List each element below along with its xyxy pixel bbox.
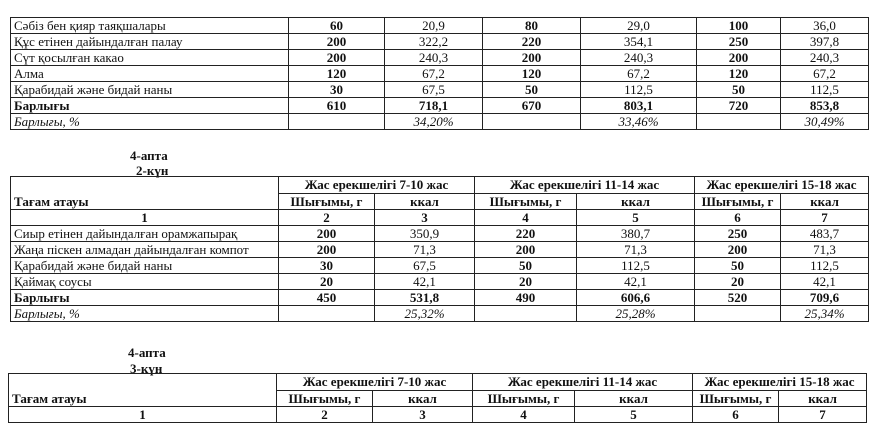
column-number: 6 [693, 407, 779, 423]
portion-cell: 20 [279, 274, 375, 290]
column-number: 2 [277, 407, 373, 423]
empty-cell [695, 306, 781, 322]
kcal-cell: 397,8 [781, 34, 869, 50]
age-group-header: Жас ерекшелігі 7-10 жас [279, 177, 475, 194]
table-row [11, 242, 869, 258]
column-number: 1 [9, 407, 277, 423]
table-3 [8, 373, 867, 423]
kcal-cell: 112,5 [581, 82, 697, 98]
kcal-cell: 606,6 [577, 290, 695, 306]
table-row [11, 258, 869, 274]
portion-header: Шығымы, г [695, 194, 781, 210]
kcal-cell: 67,2 [385, 66, 483, 82]
table-row [11, 82, 869, 98]
kcal-cell: 709,6 [781, 290, 869, 306]
percent-cell: 25,32% [375, 306, 475, 322]
kcal-cell: 71,3 [577, 242, 695, 258]
kcal-cell: 42,1 [577, 274, 695, 290]
age-group-header: Жас ерекшелігі 7-10 жас [277, 374, 473, 391]
empty-cell [289, 114, 385, 130]
portion-header: Шығымы, г [475, 194, 577, 210]
kcal-cell: 112,5 [577, 258, 695, 274]
percent-cell: 30,49% [781, 114, 869, 130]
kcal-cell: 67,5 [375, 258, 475, 274]
food-name-cell: Барлығы [11, 98, 289, 114]
percent-label: Барлығы, % [11, 114, 289, 130]
portion-cell: 50 [695, 258, 781, 274]
table-row [11, 50, 869, 66]
portion-header: Шығымы, г [473, 391, 575, 407]
column-number-row [11, 210, 869, 226]
kcal-cell: 20,9 [385, 18, 483, 34]
kcal-cell: 240,3 [385, 50, 483, 66]
kcal-cell: 718,1 [385, 98, 483, 114]
kcal-cell: 29,0 [581, 18, 697, 34]
portion-header: Шығымы, г [693, 391, 779, 407]
portion-header: Шығымы, г [279, 194, 375, 210]
column-number: 6 [695, 210, 781, 226]
table-2 [10, 176, 869, 322]
portion-cell: 120 [483, 66, 581, 82]
food-name-cell: Сәбіз бен қияр таяқшалары [11, 18, 289, 34]
kcal-cell: 67,2 [781, 66, 869, 82]
portion-cell: 220 [475, 226, 577, 242]
portion-cell: 520 [695, 290, 781, 306]
portion-header: Шығымы, г [277, 391, 373, 407]
column-number: 5 [575, 407, 693, 423]
column-number: 1 [11, 210, 279, 226]
portion-cell: 220 [483, 34, 581, 50]
food-name-cell: Алма [11, 66, 289, 82]
table-row [11, 66, 869, 82]
age-group-header: Жас ерекшелігі 11-14 жас [473, 374, 693, 391]
section-2-week: 4-апта [130, 148, 168, 163]
kcal-cell: 853,8 [781, 98, 869, 114]
column-number: 5 [577, 210, 695, 226]
empty-cell [697, 114, 781, 130]
column-number-row [9, 407, 867, 423]
portion-cell: 250 [695, 226, 781, 242]
portion-cell: 80 [483, 18, 581, 34]
portion-cell: 490 [475, 290, 577, 306]
empty-cell [475, 306, 577, 322]
header-row [11, 177, 869, 194]
kcal-cell: 42,1 [781, 274, 869, 290]
portion-cell: 60 [289, 18, 385, 34]
food-name-cell: Қарабидай және бидай наны [11, 82, 289, 98]
column-number: 7 [781, 210, 869, 226]
header-row [9, 374, 867, 391]
kcal-cell: 67,2 [581, 66, 697, 82]
kcal-cell: 350,9 [375, 226, 475, 242]
column-number: 3 [373, 407, 473, 423]
section-3-day: 3-күн [130, 361, 163, 376]
column-number: 4 [473, 407, 575, 423]
percent-cell: 25,34% [781, 306, 869, 322]
percent-cell: 25,28% [577, 306, 695, 322]
portion-cell: 120 [697, 66, 781, 82]
portion-cell: 30 [279, 258, 375, 274]
age-group-header: Жас ерекшелігі 15-18 жас [695, 177, 869, 194]
kcal-cell: 380,7 [577, 226, 695, 242]
kcal-header: ккал [373, 391, 473, 407]
portion-cell: 100 [697, 18, 781, 34]
kcal-cell: 322,2 [385, 34, 483, 50]
kcal-header: ккал [375, 194, 475, 210]
percent-row [11, 114, 869, 130]
percent-row [11, 306, 869, 322]
kcal-cell: 36,0 [781, 18, 869, 34]
age-group-header: Жас ерекшелігі 11-14 жас [475, 177, 695, 194]
column-number: 7 [779, 407, 867, 423]
kcal-header: ккал [779, 391, 867, 407]
food-name-cell: Құс етінен дайындалған палау [11, 34, 289, 50]
kcal-cell: 240,3 [781, 50, 869, 66]
food-header: Тағам атауы [11, 177, 279, 210]
portion-cell: 50 [475, 258, 577, 274]
kcal-cell: 354,1 [581, 34, 697, 50]
portion-cell: 720 [697, 98, 781, 114]
portion-cell: 200 [279, 226, 375, 242]
portion-cell: 250 [697, 34, 781, 50]
portion-cell: 50 [483, 82, 581, 98]
table-row [11, 274, 869, 290]
percent-cell: 34,20% [385, 114, 483, 130]
table-1 [10, 17, 869, 130]
portion-cell: 30 [289, 82, 385, 98]
kcal-cell: 483,7 [781, 226, 869, 242]
section-3-week: 4-апта [128, 345, 166, 360]
food-name-cell: Жаңа піскен алмадан дайындалған компот [11, 242, 279, 258]
food-name-cell: Барлығы [11, 290, 279, 306]
portion-cell: 120 [289, 66, 385, 82]
empty-cell [483, 114, 581, 130]
food-header: Тағам атауы [9, 374, 277, 407]
kcal-cell: 67,5 [385, 82, 483, 98]
column-number: 2 [279, 210, 375, 226]
portion-cell: 20 [695, 274, 781, 290]
food-name-cell: Сүт қосылған какао [11, 50, 289, 66]
food-name-cell: Қарабидай және бидай наны [11, 258, 279, 274]
kcal-cell: 112,5 [781, 82, 869, 98]
kcal-cell: 71,3 [781, 242, 869, 258]
section-2-day: 2-күн [136, 163, 169, 178]
kcal-cell: 112,5 [781, 258, 869, 274]
portion-cell: 200 [289, 34, 385, 50]
age-group-header: Жас ерекшелігі 15-18 жас [693, 374, 867, 391]
table-row [11, 98, 869, 114]
portion-cell: 200 [475, 242, 577, 258]
portion-cell: 610 [289, 98, 385, 114]
food-name-cell: Қаймақ соусы [11, 274, 279, 290]
kcal-header: ккал [781, 194, 869, 210]
portion-cell: 450 [279, 290, 375, 306]
kcal-cell: 531,8 [375, 290, 475, 306]
kcal-header: ккал [575, 391, 693, 407]
kcal-cell: 803,1 [581, 98, 697, 114]
portion-cell: 200 [483, 50, 581, 66]
table-row [11, 226, 869, 242]
kcal-cell: 42,1 [375, 274, 475, 290]
portion-cell: 50 [697, 82, 781, 98]
portion-cell: 200 [695, 242, 781, 258]
table-row [11, 290, 869, 306]
table-row [11, 18, 869, 34]
kcal-header: ккал [577, 194, 695, 210]
portion-cell: 670 [483, 98, 581, 114]
column-number: 4 [475, 210, 577, 226]
table-row [11, 34, 869, 50]
portion-cell: 200 [289, 50, 385, 66]
portion-cell: 200 [697, 50, 781, 66]
food-name-cell: Сиыр етінен дайындалған орамжапырақ [11, 226, 279, 242]
kcal-cell: 71,3 [375, 242, 475, 258]
kcal-cell: 240,3 [581, 50, 697, 66]
portion-cell: 20 [475, 274, 577, 290]
column-number: 3 [375, 210, 475, 226]
empty-cell [279, 306, 375, 322]
percent-cell: 33,46% [581, 114, 697, 130]
percent-label: Барлығы, % [11, 306, 279, 322]
portion-cell: 200 [279, 242, 375, 258]
